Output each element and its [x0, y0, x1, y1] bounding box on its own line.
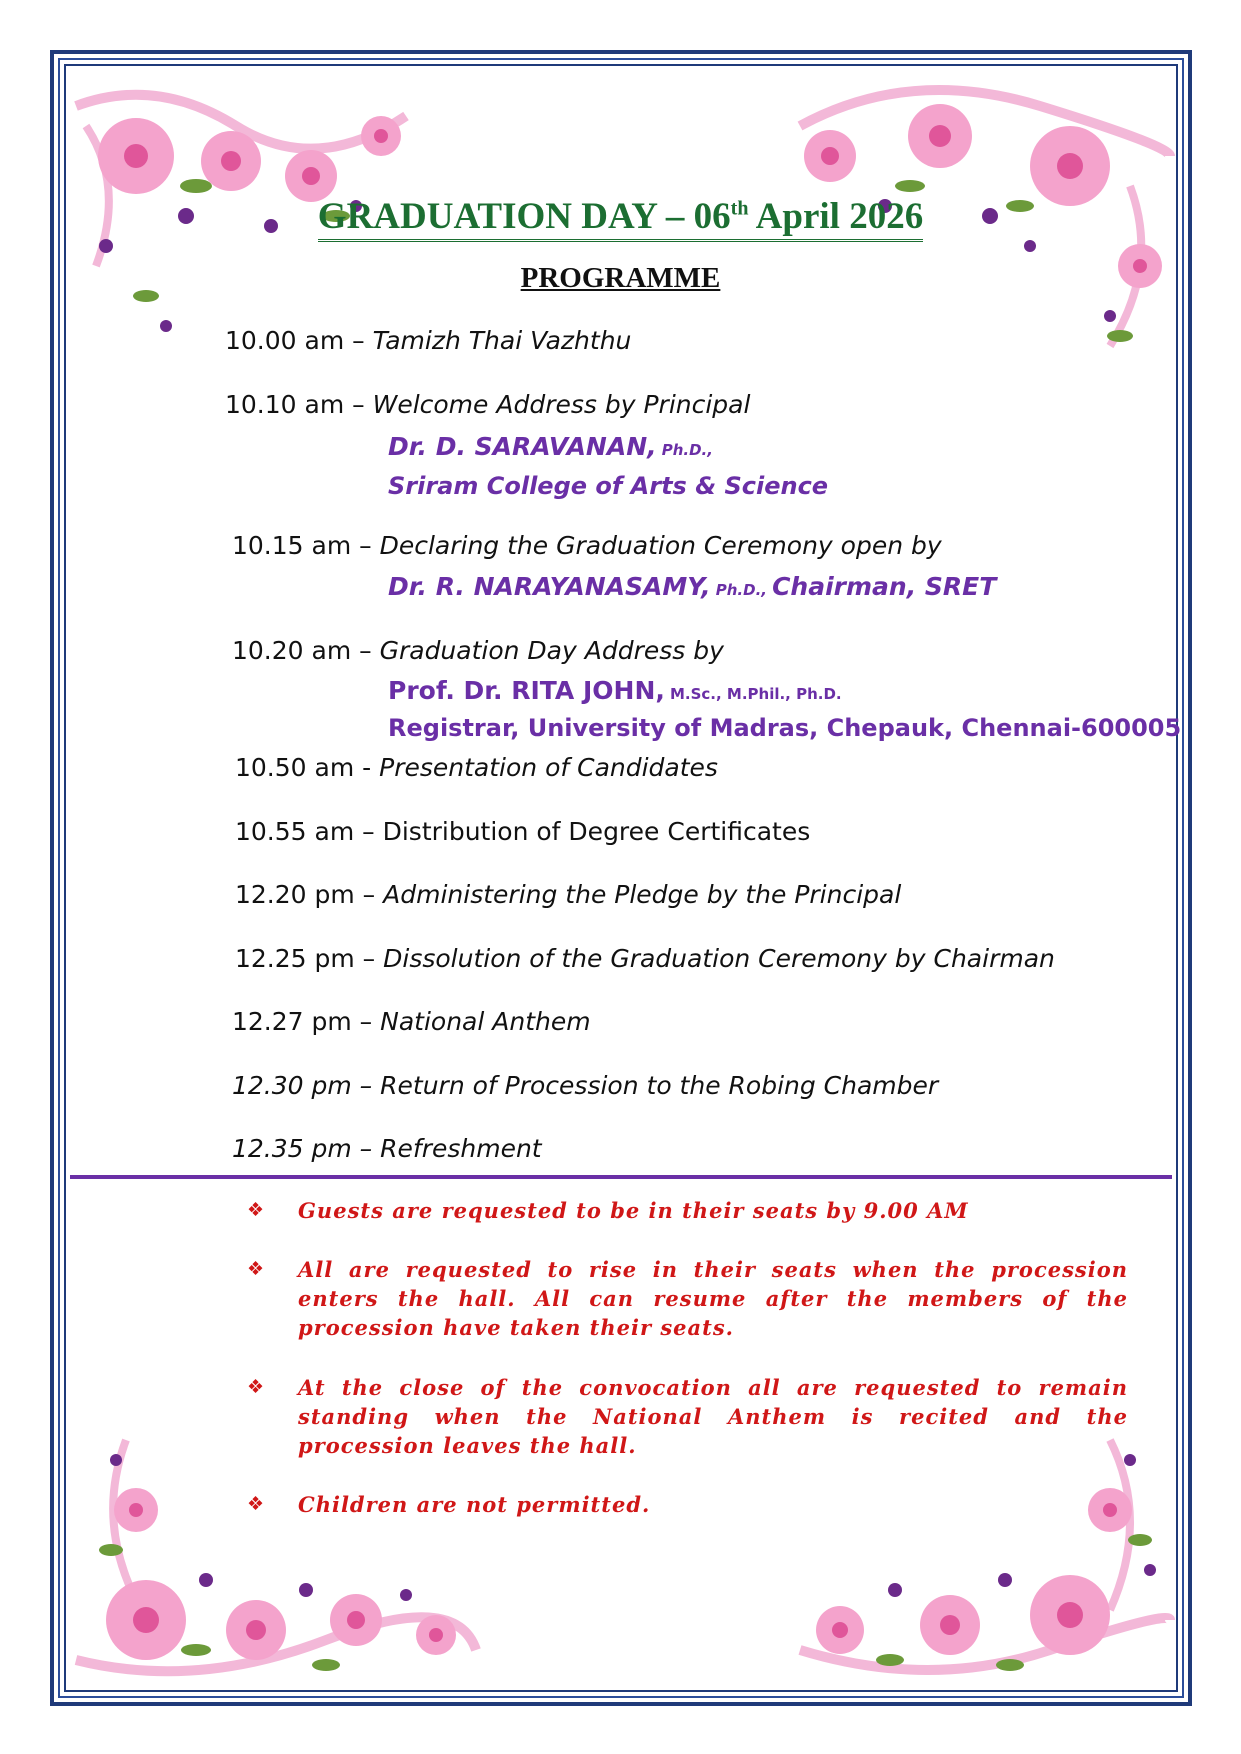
floral-corner-icon: [66, 1420, 486, 1690]
programme-item: 12.20 pm – Administering the Pledge by the Principal: [235, 880, 902, 909]
programme-item: 12.35 pm – Refreshment: [232, 1134, 542, 1163]
programme-item: 12.27 pm – National Anthem: [232, 1007, 591, 1036]
diamond-bullet-icon: ❖: [247, 1259, 265, 1280]
note-item: Children are not permitted.: [298, 1492, 651, 1517]
section-divider: [70, 1175, 1172, 1179]
note-item: At the close of the convocation all are requested to remain standing when the National Anthem is recited and the procession leaves the hall.: [298, 1375, 1128, 1458]
note-item: All are requested to rise in their seats when the procession enters the hall. All can resume after the members of the procession have taken their seats.: [298, 1257, 1128, 1340]
programme-item: 10.15 am – Declaring the Graduation Ceremony open by: [232, 531, 942, 560]
speaker-guest: Prof. Dr. RITA JOHN, M.Sc., M.Phil., Ph.D.: [388, 676, 842, 705]
programme-heading: PROGRAMME: [520, 262, 721, 294]
floral-corner-icon: [790, 1420, 1176, 1690]
speaker-guest-affiliation: Registrar, University of Madras, Chepauk, Chennai-600005: [388, 714, 1182, 742]
programme-item: 12.30 pm – Return of Procession to the Robing Chamber: [232, 1071, 939, 1100]
programme-item: 10.00 am – Tamizh Thai Vazhthu: [225, 326, 632, 355]
programme-item: 10.20 am – Graduation Day Address by: [232, 636, 724, 665]
programme-item: 10.55 am – Distribution of Degree Certificates: [235, 817, 811, 846]
diamond-bullet-icon: ❖: [247, 1200, 265, 1221]
programme-item: 10.10 am – Welcome Address by Principal: [225, 390, 751, 419]
speaker-chairman: Dr. R. NARAYANASAMY, Ph.D., Chairman, SRET: [388, 572, 997, 601]
diamond-bullet-icon: ❖: [247, 1494, 265, 1515]
note-item: Guests are requested to be in their seats by 9.00 AM: [298, 1198, 969, 1223]
diamond-bullet-icon: ❖: [247, 1377, 265, 1398]
programme-item: 10.50 am - Presentation of Candidates: [235, 753, 718, 782]
speaker-principal: Dr. D. SARAVANAN, Ph.D.,: [388, 432, 713, 461]
programme-item: 12.25 pm – Dissolution of the Graduation Ceremony by Chairman: [235, 944, 1055, 973]
speaker-principal-college: Sriram College of Arts & Science: [388, 472, 829, 500]
page-title: GRADUATION DAY – 06th April 2026: [0, 195, 1241, 238]
